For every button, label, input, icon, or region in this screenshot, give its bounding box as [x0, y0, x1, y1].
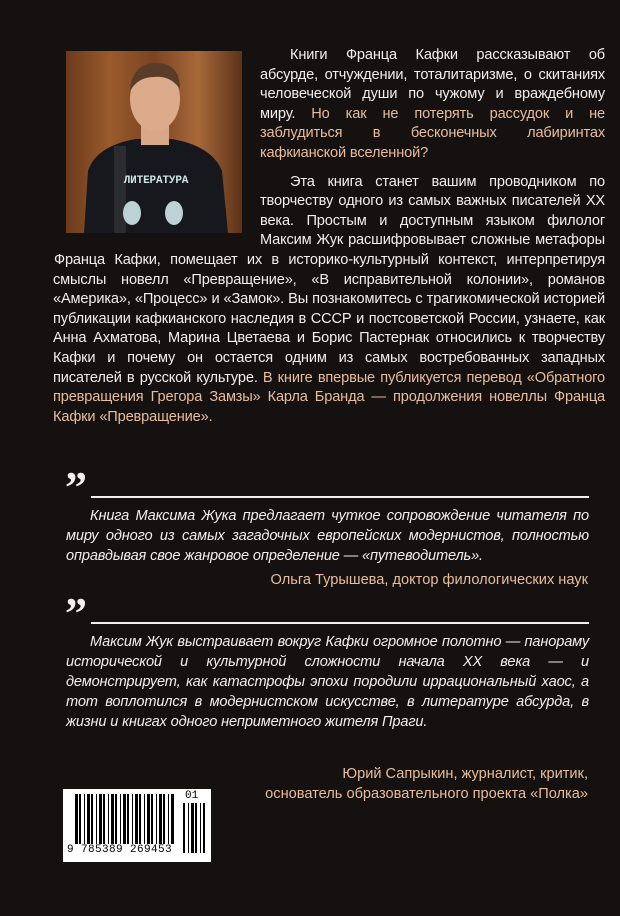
divider	[91, 622, 589, 624]
barcode-bar	[135, 794, 138, 844]
barcode-addon-bars	[183, 803, 205, 853]
barcode-bar	[200, 803, 201, 853]
barcode-bar	[183, 803, 185, 853]
barcode-bar	[99, 794, 102, 844]
barcode-bar	[147, 794, 150, 844]
barcode-bar	[79, 794, 81, 844]
barcode-bar	[127, 794, 129, 844]
barcode-bar	[171, 794, 174, 844]
highlighted-text: В книге впервые публикуется перевод «Обратного превращения Грегора Замзы» Карла Бранда — продолжения новеллы Франца Кафки «Превращение».	[53, 369, 605, 425]
quote-author	[265, 764, 588, 804]
text-segment: Книги Франца Кафки рассказывают об абсурде, отчуждении, тоталитаризме, о скитаниях человеческой души по чужому и враждебному миру.	[260, 47, 605, 122]
quote-mark-icon: ”	[65, 589, 87, 638]
isbn-number: 9 785389 269453	[67, 844, 173, 856]
divider	[91, 496, 589, 498]
barcode-bar	[144, 794, 145, 844]
barcode-bar	[103, 794, 105, 844]
quote-body: Книга Максима Жука предлагает чуткое сопровождение читателя по миру одного из самых загадочных европейских модернистов, полностью оправдывая свое жанровое определение — «путеводитель».	[66, 508, 589, 564]
addon-number: 01	[185, 790, 199, 802]
barcode-bar	[163, 794, 165, 844]
barcode-bar	[111, 794, 114, 844]
quote-mark-icon: ”	[65, 463, 87, 512]
author-line: Ольга Турышева, доктор филологических наук	[270, 572, 588, 588]
barcode-bar	[203, 803, 205, 853]
barcode-bar	[115, 794, 117, 844]
author-photo	[66, 51, 242, 233]
barcode-bar	[108, 794, 109, 844]
barcode-bar	[96, 794, 97, 844]
barcode-bar	[159, 794, 162, 844]
quote-text	[66, 632, 589, 732]
author-line: основатель образовательного проекта «Полка»	[265, 786, 588, 802]
barcode-bar	[188, 803, 189, 853]
quote-body: Максим Жук выстраивает вокруг Кафки огромное полотно — панораму исторической и культурной сложности начала XX века — и демонстрирует, как катастрофы эпохи породили иррациональный хаос, а тот воплотился в модернистском искусстве, в литературе абсурда, в жизни и книгах одного неприметного жителя Праги.	[66, 634, 589, 730]
barcode-bar	[75, 794, 78, 844]
barcode-bar	[191, 803, 194, 853]
barcode-bar	[91, 794, 93, 844]
barcode-bar	[87, 794, 90, 844]
barcode-bar	[168, 794, 169, 844]
quote-text	[66, 506, 589, 566]
isbn-barcode	[63, 789, 211, 862]
barcode-bar	[195, 803, 197, 853]
barcode-bar	[84, 794, 85, 844]
svg-text:ЛИТЕРАТУРА: ЛИТЕРАТУРА	[123, 175, 189, 187]
barcode-bars	[75, 794, 175, 844]
quote-author	[271, 570, 588, 590]
author-photo-illustration	[66, 51, 242, 233]
highlighted-text: Но как не потерять рассудок и не заблудиться в бесконечных лабиринтах кафкианской вселенной?	[260, 105, 605, 161]
barcode-bar	[123, 794, 126, 844]
barcode-bar	[139, 794, 141, 844]
barcode-bar	[120, 794, 121, 844]
barcode-bar	[151, 794, 153, 844]
author-line: Юрий Сапрыкин, журналист, критик,	[342, 766, 588, 782]
barcode-bar	[132, 794, 133, 844]
text-segment: Эта книга станет вашим проводником по творчеству одного из самых важных писателей XX века. Простым и доступным языком филолог Максим Жук расшифровывает сложные метафоры Франца Кафки, помещает их в историко-культурный контекст, интерпретируя смыслы новелл «Превращение», «В исправительной колонии», романов «Америка», «Процесс» и «Замок». Вы познакомитесь с трагикомической историей публикации кафкианского наследия в СССР и постсоветской России, узнаете, как Анна Ахматова, Марина Цветаева и Борис Пастернак относились к творчеству Кафки и почему он остается одним из самых востребованных западных писателей в русской культуре.	[53, 173, 605, 386]
book-description	[53, 46, 605, 436]
barcode-bar	[156, 794, 157, 844]
